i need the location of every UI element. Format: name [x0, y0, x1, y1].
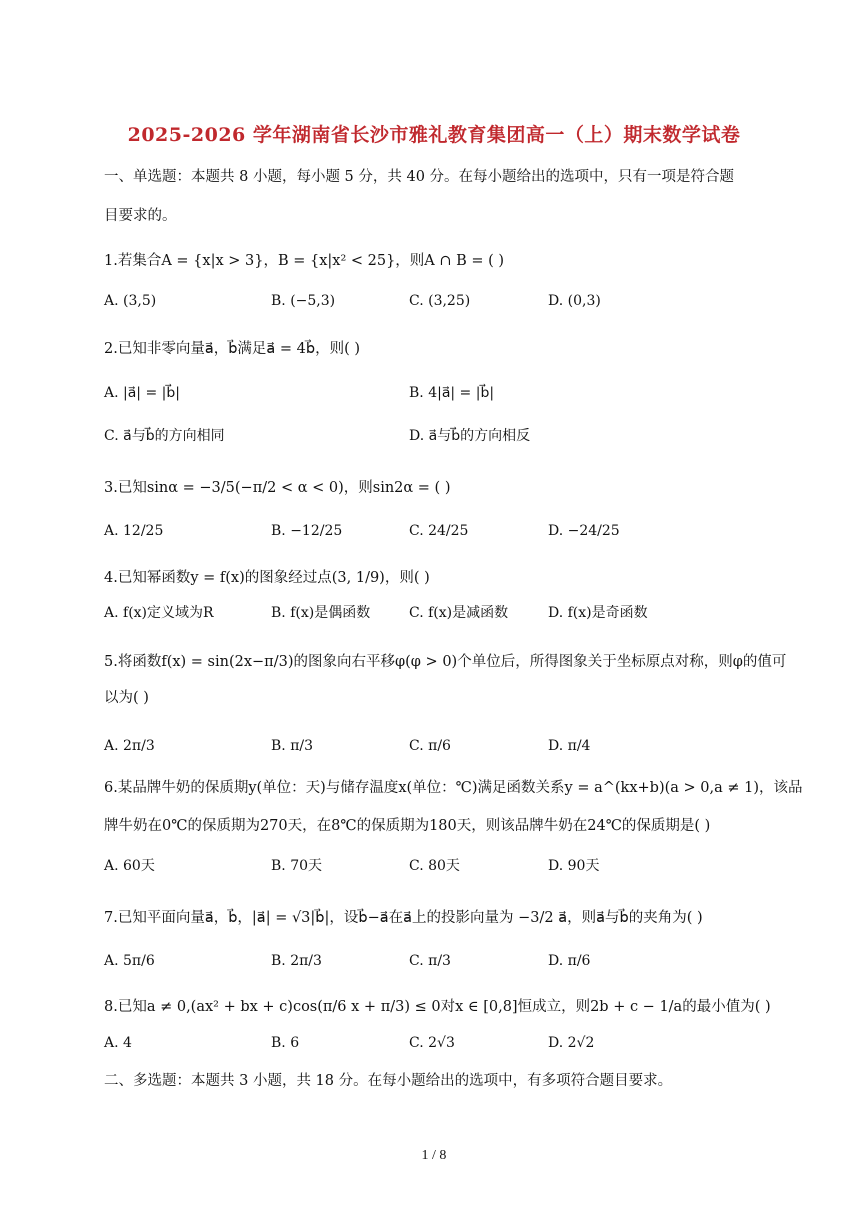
question-8-option-c: C. 2√3 [409, 1035, 455, 1051]
section1-instructions-line2: 目要求的。 [104, 208, 177, 224]
question-5-option-a: A. 2π/3 [104, 738, 155, 754]
question-5-stem-line2: 以为( ) [104, 690, 149, 706]
section2-instructions: 二、多选题：本题共 3 小题，共 18 分。在每小题给出的选项中，有多项符合题目要求。 [104, 1073, 673, 1089]
question-8-option-d: D. 2√2 [548, 1035, 595, 1051]
question-8-stem: 8.已知a ≠ 0,(ax² + bx + c)cos(π/6 x + π/3) ≤ 0对x ∈ [0,8]恒成立，则2b + c − 1/a的最小值为( ) [104, 999, 771, 1015]
question-6-stem-line1: 6.某品牌牛奶的保质期y(单位：天)与储存温度x(单位：℃)满足函数关系y = a^(kx+b)(a > 0,a ≠ 1)，该品 [104, 780, 803, 796]
question-4-option-d: D. f(x)是奇函数 [548, 605, 648, 621]
question-3-stem: 3.已知sinα = −3/5(−π/2 < α < 0)，则sin2α = ( ) [104, 480, 451, 496]
question-3-option-b: B. −12/25 [271, 523, 343, 539]
question-8-option-a: A. 4 [104, 1035, 132, 1051]
question-4-option-c: C. f(x)是减函数 [409, 605, 509, 621]
section1-instructions-line1: 一、单选题：本题共 8 小题，每小题 5 分，共 40 分。在每小题给出的选项中，只有一项是符合题 [104, 169, 735, 185]
question-6-option-a: A. 60天 [104, 858, 155, 874]
question-8-option-b: B. 6 [271, 1035, 300, 1051]
question-7-option-a: A. 5π/6 [104, 953, 155, 969]
question-4-option-b: B. f(x)是偶函数 [271, 605, 371, 621]
question-5-option-b: B. π/3 [271, 738, 314, 754]
page-number: 1 / 8 [421, 1148, 447, 1163]
question-1-option-c: C. (3,25) [409, 293, 471, 309]
question-7-option-c: C. π/3 [409, 953, 451, 969]
question-5-option-c: C. π/6 [409, 738, 451, 754]
question-6-option-b: B. 70天 [271, 858, 323, 874]
question-4-option-a: A. f(x)定义域为R [104, 605, 214, 621]
question-2-option-a: A. |a⃗| = |b⃗| [104, 385, 180, 401]
page-title: 2025-2026 学年湖南省长沙市雅礼教育集团高一（上）期末数学试卷 [127, 124, 741, 146]
question-7-option-b: B. 2π/3 [271, 953, 322, 969]
question-6-option-c: C. 80天 [409, 858, 460, 874]
question-5-option-d: D. π/4 [548, 738, 591, 754]
question-7-stem: 7.已知平面向量a⃗，b⃗，|a⃗| = √3|b⃗|，设b⃗−a⃗在a⃗上的投影向量为 −3/2 a⃗，则a⃗与b⃗的夹角为( ) [104, 910, 703, 926]
question-1-option-a: A. (3,5) [104, 293, 157, 309]
question-2-option-b: B. 4|a⃗| = |b⃗| [409, 385, 495, 401]
question-3-option-d: D. −24/25 [548, 523, 620, 539]
question-7-option-d: D. π/6 [548, 953, 591, 969]
question-6-option-d: D. 90天 [548, 858, 600, 874]
question-1-option-b: B. (−5,3) [271, 293, 336, 309]
question-5-stem-line1: 5.将函数f(x) = sin(2x−π/3)的图象向右平移φ(φ > 0)个单位后，所得图象关于坐标原点对称，则φ的值可 [104, 654, 787, 670]
question-3-option-a: A. 12/25 [104, 523, 164, 539]
question-2-option-c: C. a⃗与b⃗的方向相同 [104, 428, 225, 444]
question-2-stem: 2.已知非零向量a⃗，b⃗满足a⃗ = 4b⃗，则( ) [104, 341, 361, 357]
question-3-option-c: C. 24/25 [409, 523, 469, 539]
question-1-option-d: D. (0,3) [548, 293, 601, 309]
question-1-stem: 1.若集合A = {x|x > 3}，B = {x|x² < 25}，则A ∩ B = ( ) [104, 253, 505, 269]
question-4-stem: 4.已知幂函数y = f(x)的图象经过点(3, 1/9)，则( ) [104, 570, 430, 586]
question-6-stem-line2: 牌牛奶在0℃的保质期为270天，在8℃的保质期为180天，则该品牌牛奶在24℃的保质期是( ) [104, 818, 711, 834]
question-2-option-d: D. a⃗与b⃗的方向相反 [409, 428, 531, 444]
